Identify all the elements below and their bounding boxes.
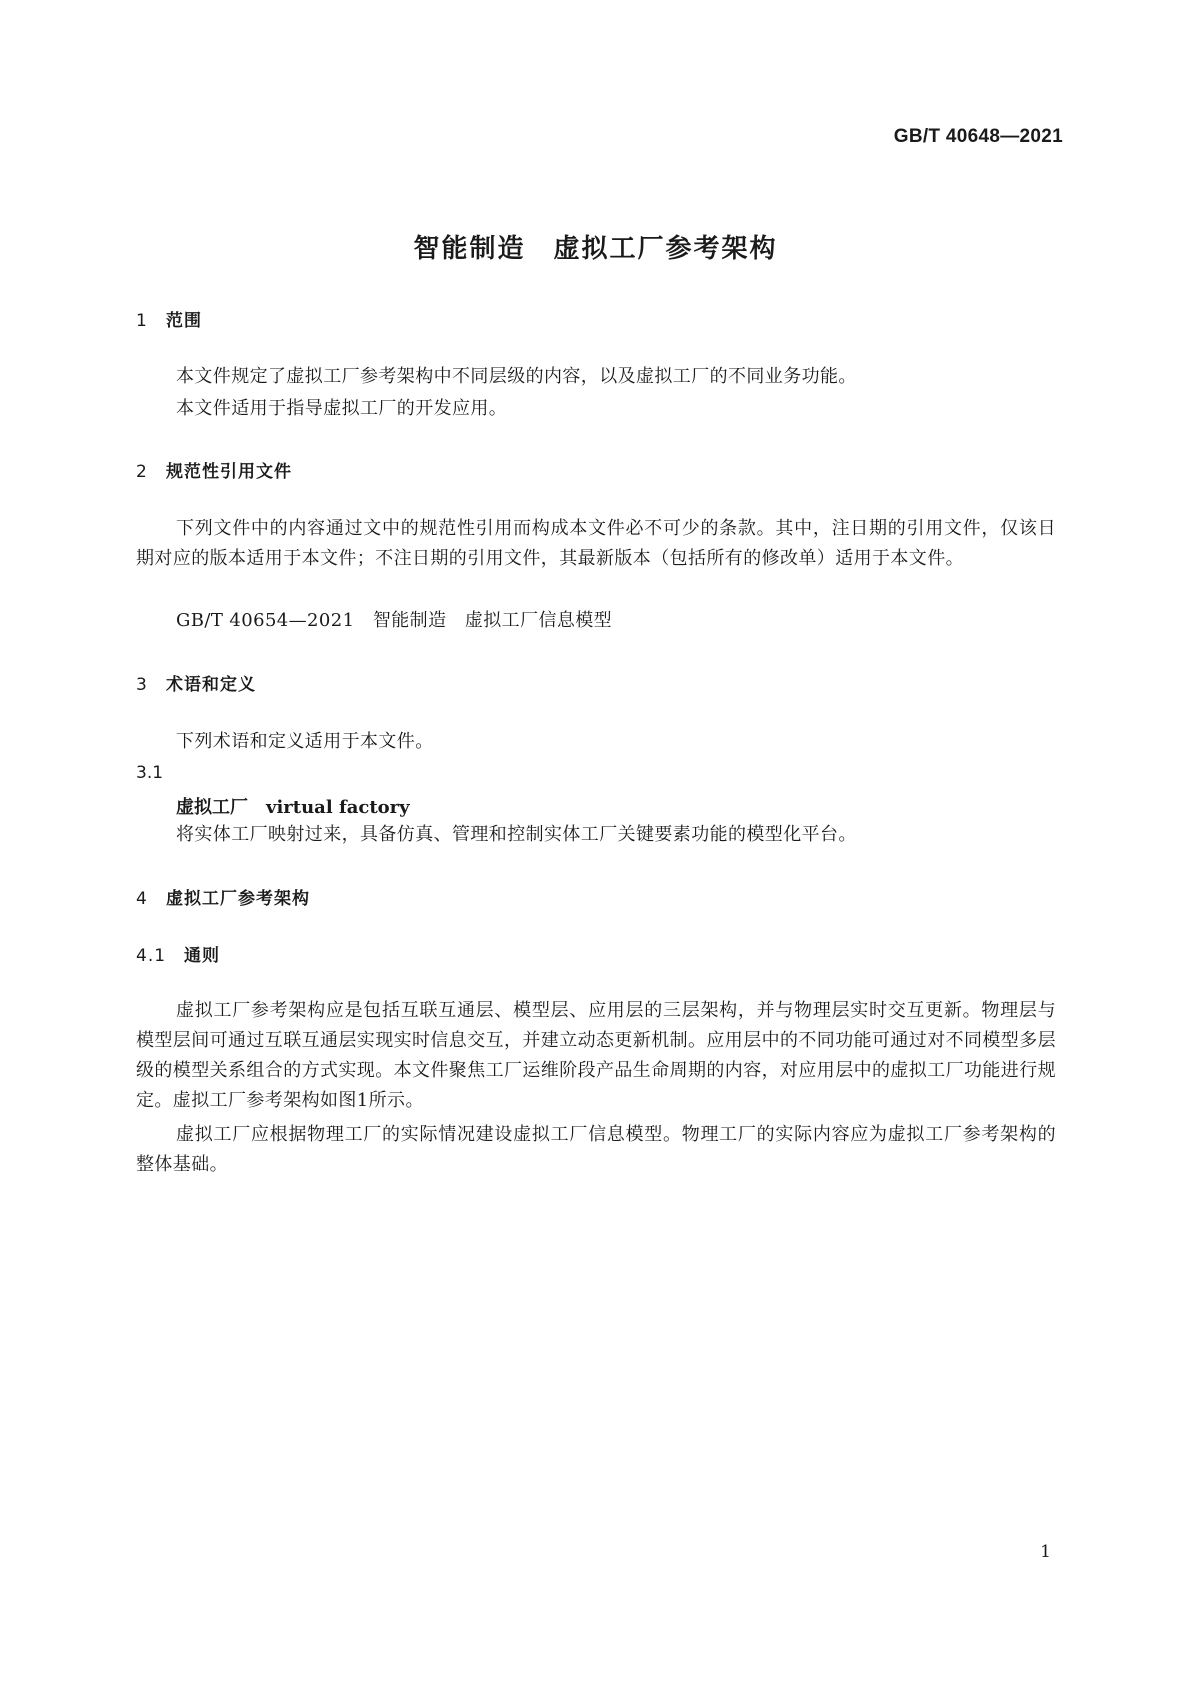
section-4-1-paragraph-1: 虚拟工厂参考架构应是包括互联互通层、模型层、应用层的三层架构，并与物理层实时交互更新。物理层与模型层间可通过互联互通层实现实时信息交互，并建立动态更新机制。应用层中的不同功能可通过对不同模型多层级的模型关系组合的方式实现。本文件聚焦工厂运维阶段产品生命周期的内容，对应用层中的虚拟工厂功能进行规定。虚拟工厂参考架构如图1所示。 bbox=[136, 1000, 1056, 1111]
document-title: 智能制造 虚拟工厂参考架构 bbox=[413, 234, 778, 264]
section-4-1-paragraph-2: 虚拟工厂应根据物理工厂的实际情况建设虚拟工厂信息模型。物理工厂的实际内容应为虚拟工厂参考架构的整体基础。 bbox=[136, 1124, 1056, 1175]
section-3-heading bbox=[136, 670, 256, 695]
normative-reference-item: GB/T 40654—2021 智能制造 虚拟工厂信息模型 bbox=[176, 610, 613, 631]
term-number: 3.1 bbox=[136, 763, 164, 783]
section-number: 3 bbox=[136, 675, 148, 695]
term-definition: 将实体工厂映射过来，具备仿真、管理和控制实体工厂关键要素功能的模型化平台。 bbox=[176, 824, 857, 845]
section-3-paragraph-1: 下列术语和定义适用于本文件。 bbox=[176, 731, 434, 752]
section-number: 2 bbox=[136, 462, 148, 482]
section-number: 4 bbox=[136, 889, 148, 909]
section-1-heading bbox=[136, 306, 202, 331]
section-title: 规范性引用文件 bbox=[166, 462, 292, 482]
section-2-paragraph-1: 下列文件中的内容通过文中的规范性引用而构成本文件必不可少的条款。其中，注日期的引用文件，仅该日期对应的版本适用于本文件；不注日期的引用文件，其最新版本（包括所有的修改单）适用于本文件。 bbox=[136, 518, 1056, 569]
section-1-paragraph-1: 本文件规定了虚拟工厂参考架构中不同层级的内容，以及虚拟工厂的不同业务功能。 bbox=[176, 366, 857, 387]
standard-number: GB/T 40648—2021 bbox=[893, 126, 1063, 147]
page-number: 1 bbox=[1040, 1542, 1051, 1562]
section-title: 范围 bbox=[166, 311, 202, 331]
section-4-heading bbox=[136, 884, 310, 909]
section-title: 虚拟工厂参考架构 bbox=[166, 889, 310, 909]
section-number: 1 bbox=[136, 311, 148, 331]
section-4-1-heading bbox=[136, 941, 220, 966]
subsection-title: 通则 bbox=[184, 946, 220, 966]
section-title: 术语和定义 bbox=[166, 675, 256, 695]
section-2-heading bbox=[136, 457, 292, 482]
term-name: 虚拟工厂 virtual factory bbox=[176, 797, 410, 818]
section-1-paragraph-2: 本文件适用于指导虚拟工厂的开发应用。 bbox=[176, 398, 508, 419]
subsection-number: 4.1 bbox=[136, 946, 167, 966]
